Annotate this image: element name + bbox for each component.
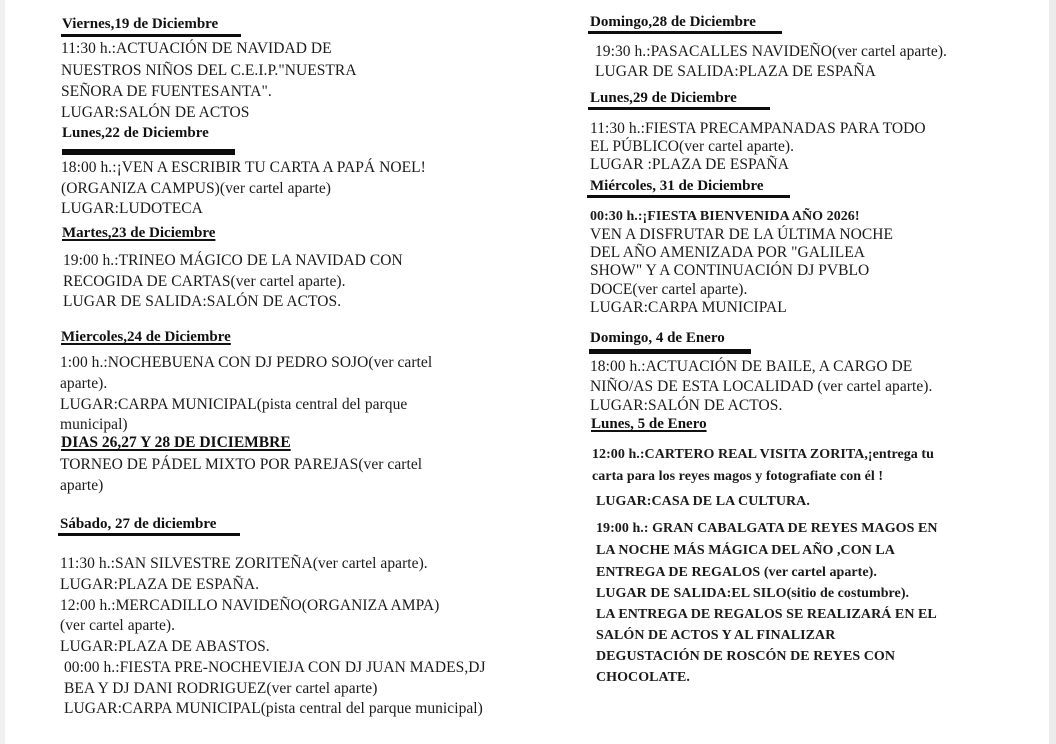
- event-line: 19:00 h.:TRINEO MÁGICO DE LA NAVIDAD CON: [63, 252, 403, 269]
- event-location: LUGAR DE SALIDA:SALÓN DE ACTOS.: [63, 293, 342, 310]
- day-heading: Martes,23 de Diciembre: [62, 225, 216, 241]
- event-line: ENTREGA DE REGALOS (ver cartel aparte).: [596, 565, 877, 580]
- event-line: 18:00 h.:¡VEN A ESCRIBIR TU CARTA A PAPÁ NOEL!: [61, 159, 426, 176]
- right-edge-shadow: [1049, 0, 1056, 744]
- event-line: BEA Y DJ DANI RODRIGUEZ(ver cartel aparte): [64, 680, 378, 697]
- event-location: LUGAR:SALÓN DE ACTOS.: [590, 397, 783, 414]
- event-location: LUGAR DE SALIDA:EL SILO(sitio de costumbre).: [596, 586, 910, 601]
- day-heading: Lunes,22 de Diciembre: [62, 125, 209, 141]
- event-line: SHOW" Y A CONTINUACIÓN DJ PVBLO: [590, 262, 870, 279]
- event-line: carta para los reyes magos y fotografiate con él !: [592, 469, 884, 484]
- event-location: LUGAR:PLAZA DE ABASTOS.: [60, 638, 270, 655]
- event-line: 00:30 h.:¡FIESTA BIENVENIDA AÑO 2026!: [590, 209, 860, 224]
- event-line: EL PÚBLICO(ver cartel aparte).: [590, 138, 795, 155]
- event-line: 18:00 h.:ACTUACIÓN DE BAILE, A CARGO DE: [590, 358, 913, 375]
- day-heading: Domingo, 4 de Enero: [590, 330, 725, 346]
- event-line: 12:00 h.:CARTERO REAL VISITA ZORITA,¡entrega tu: [592, 447, 934, 462]
- event-line: DEL AÑO AMENIZADA POR "GALILEA: [590, 244, 866, 261]
- event-line: CHOCOLATE.: [596, 670, 690, 685]
- event-location: LUGAR DE SALIDA:PLAZA DE ESPAÑA: [595, 63, 876, 80]
- day-heading: Miercoles,24 de Diciembre: [61, 329, 231, 345]
- event-line: 1:00 h.:NOCHEBUENA CON DJ PEDRO SOJO(ver cartel: [60, 354, 433, 371]
- event-location: municipal): [60, 416, 128, 433]
- event-location: LUGAR:PLAZA DE ESPAÑA.: [60, 576, 260, 593]
- day-heading: Miércoles, 31 de Diciembre: [590, 178, 764, 194]
- event-line: 00:00 h.:FIESTA PRE-NOCHEVIEJA CON DJ JUAN MADES,DJ: [64, 659, 486, 676]
- event-line: DEGUSTACIÓN DE ROSCÓN DE REYES CON: [596, 649, 895, 664]
- event-line: 11:30 h.:ACTUACIÓN DE NAVIDAD DE: [61, 40, 332, 57]
- event-line: DOCE(ver cartel aparte).: [590, 281, 748, 298]
- heading-underline: [61, 34, 241, 37]
- event-line: (ORGANIZA CAMPUS)(ver cartel aparte): [61, 180, 331, 197]
- left-edge-shadow: [0, 0, 5, 744]
- event-line: 19:00 h.: GRAN CABALGATA DE REYES MAGOS EN: [596, 521, 938, 536]
- event-location: LUGAR:CARPA MUNICIPAL: [590, 299, 787, 316]
- event-line: 11:30 h.:FIESTA PRECAMPANADAS PARA TODO: [590, 120, 926, 137]
- event-line: RECOGIDA DE CARTAS(ver cartel aparte).: [63, 273, 346, 290]
- heading-underline: [58, 533, 240, 536]
- event-location: LUGAR :PLAZA DE ESPAÑA: [590, 156, 790, 173]
- event-line: (ver cartel aparte).: [60, 617, 176, 634]
- heading-underline: [589, 349, 751, 354]
- event-line: 11:30 h.:SAN SILVESTRE ZORITEÑA(ver cartel aparte).: [60, 555, 428, 572]
- event-line: 19:30 h.:PASACALLES NAVIDEÑO(ver cartel aparte).: [595, 43, 947, 60]
- event-line: aparte): [60, 477, 104, 494]
- event-location: LUGAR:LUDOTECA: [61, 200, 203, 217]
- event-line: TORNEO DE PÁDEL MIXTO POR PAREJAS(ver cartel: [60, 456, 423, 473]
- day-heading: Sábado, 27 de diciembre: [60, 516, 217, 532]
- event-line: LA NOCHE MÁS MÁGICA DEL AÑO ,CON LA: [596, 543, 895, 558]
- event-location: LUGAR:CASA DE LA CULTURA.: [596, 494, 810, 509]
- heading-underline: [62, 149, 235, 155]
- event-line: NUESTROS NIÑOS DEL C.E.I.P."NUESTRA: [61, 62, 357, 79]
- day-heading: Lunes, 5 de Enero: [591, 416, 707, 432]
- event-line: NIÑO/AS DE ESTA LOCALIDAD (ver cartel aparte).: [590, 378, 933, 395]
- event-line: LA ENTREGA DE REGALOS SE REALIZARÁ EN EL: [596, 607, 937, 622]
- event-line: aparte).: [60, 375, 108, 392]
- day-heading: Lunes,29 de Diciembre: [590, 90, 737, 106]
- heading-underline: [588, 107, 770, 110]
- heading-underline: [587, 195, 790, 198]
- event-line: 12:00 h.:MERCADILLO NAVIDEÑO(ORGANIZA AMPA): [60, 597, 440, 614]
- heading-underline: [588, 31, 782, 34]
- event-location: LUGAR:CARPA MUNICIPAL(pista central del parque municipal): [64, 700, 483, 717]
- event-location: LUGAR:SALÓN DE ACTOS: [61, 104, 250, 121]
- day-heading: Viernes,19 de Diciembre: [62, 16, 219, 32]
- day-heading: Domingo,28 de Diciembre: [590, 14, 756, 30]
- event-line: SEÑORA DE FUENTESANTA".: [61, 83, 272, 100]
- event-line: VEN A DISFRUTAR DE LA ÚLTIMA NOCHE: [590, 226, 894, 243]
- event-location: LUGAR:CARPA MUNICIPAL(pista central del parque: [60, 396, 408, 413]
- event-line: SALÓN DE ACTOS Y AL FINALIZAR: [596, 628, 836, 643]
- day-heading: DIAS 26,27 Y 28 DE DICIEMBRE: [61, 434, 291, 451]
